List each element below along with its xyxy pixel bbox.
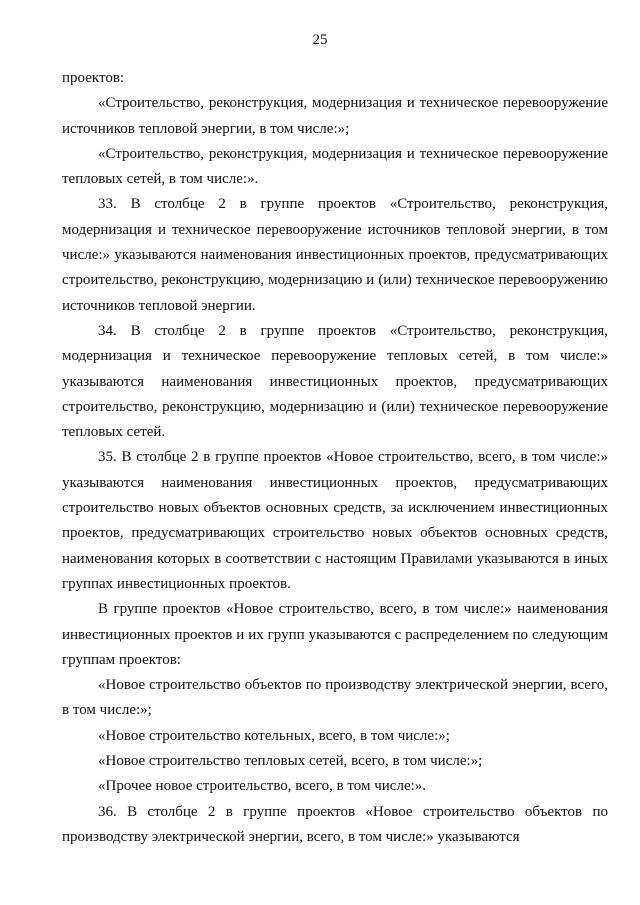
paragraph-item: «Новое строительство тепловых сетей, всего, в том числе:»;	[98, 753, 483, 770]
paragraph-item: «Прочее новое строительство, всего, в том числе:».	[98, 778, 427, 795]
paragraph-item: «Строительство, реконструкция, модернизация и техническое перевооружение источников тепловой энергии, в том числе:»;	[62, 95, 608, 137]
paragraph-33: 33. В столбце 2 в группе проектов «Строительство, реконструкция, модернизация и техническое перевооружение источников тепловой энергии, в том числе:» указываются наименования инвестиционных проектов, предусматривающих строительство, реконструкцию, модернизацию и (или) техническое перевооружению источников тепловой энергии.	[62, 196, 608, 314]
paragraph-item: «Новое строительство объектов по производству электрической энергии, всего, в том числе:»;	[62, 677, 608, 719]
document-body	[62, 66, 608, 850]
paragraph-groups-intro: В группе проектов «Новое строительство, всего, в том числе:» наименования инвестиционных проектов и их групп указываются с распределением по следующим группам проектов:	[62, 601, 608, 668]
paragraph-34: 34. В столбце 2 в группе проектов «Строительство, реконструкция, модернизация и техническое перевооружение тепловых сетей, в том числе:» указываются наименования инвестиционных проектов, предусматривающих строительство, реконструкцию, модернизацию и (или) техническое перевооружение тепловых сетей.	[62, 322, 608, 441]
paragraph-item: «Строительство, реконструкция, модернизация и техническое перевооружение тепловых сетей, в том числе:».	[62, 145, 608, 188]
page-number: 25	[312, 32, 328, 48]
paragraph-35: 35. В столбце 2 в группе проектов «Новое строительство, всего, в том числе:» указываются наименования инвестиционных проектов, предусматривающих строительство новых объектов основных средств, за исключением инвестиционных проектов, предусматривающих строительство новых объектов основных средств, наименования которых в соответствии с настоящим Правилами указываются в иных группах инвестиционных проектов.	[62, 449, 608, 592]
paragraph-continuation: проектов:	[62, 70, 125, 86]
paragraph-item: «Новое строительство котельных, всего, в том числе:»;	[98, 727, 450, 744]
paragraph-36: 36. В столбце 2 в группе проектов «Новое строительство объектов по производству электрической энергии, всего, в том числе:» указываются	[62, 803, 608, 845]
